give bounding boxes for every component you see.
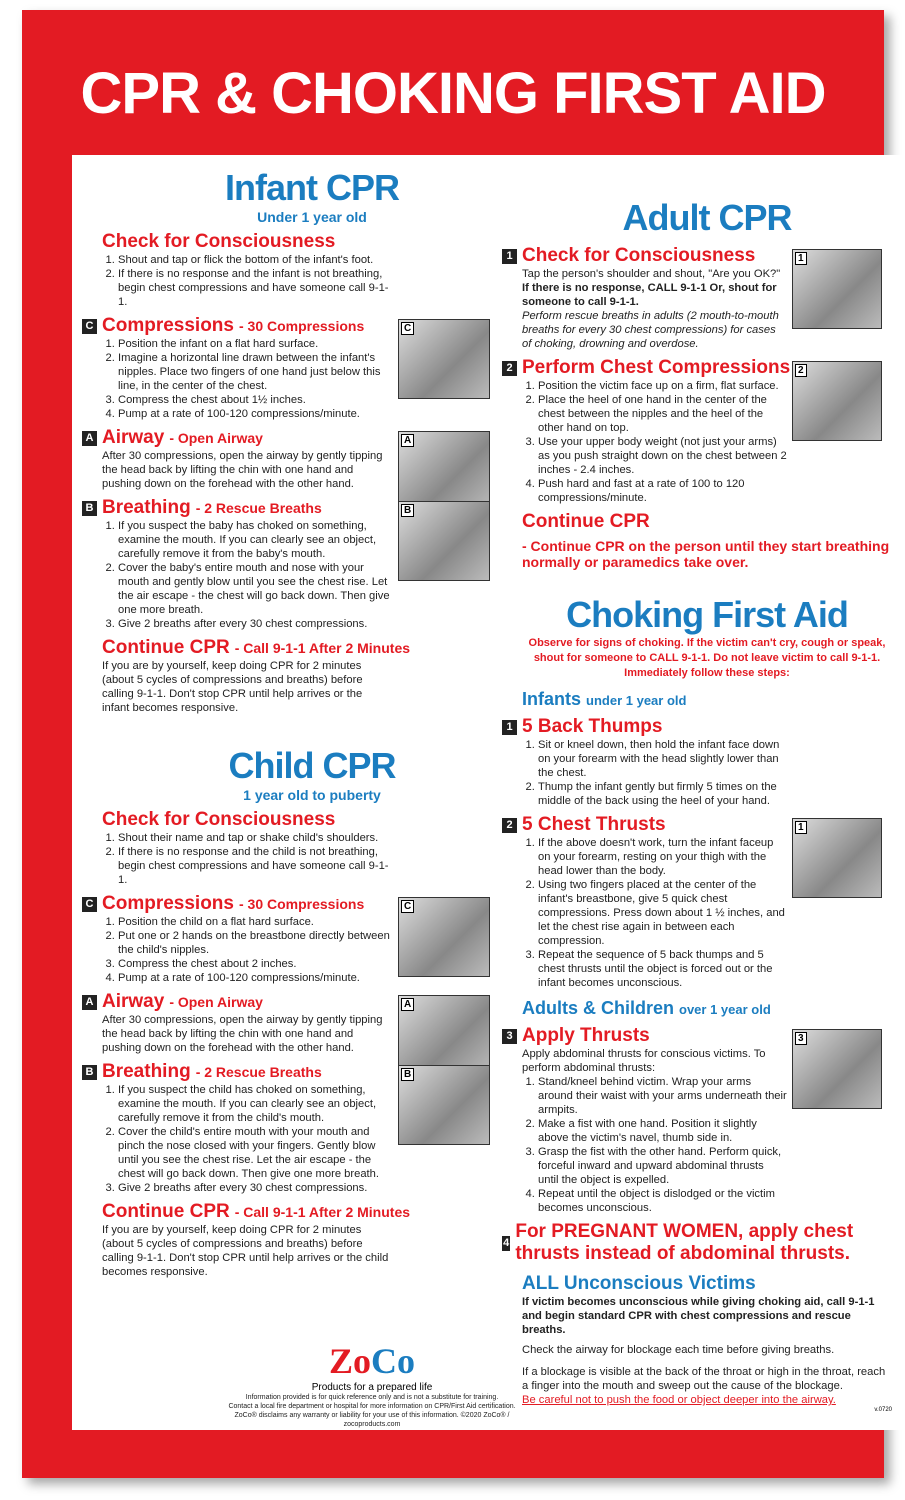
step-item: 2. If there is no response and the child is not breathing, begin chest compressions and have someone call 9-1-1. [118,845,392,887]
disclaimer-2: Contact a local fire department or hospital for more information on CPR/First Aid certification. [228,1403,516,1410]
section-body [102,659,392,715]
step-item: 1. Position the infant on a flat hard surface. [118,337,392,351]
step-list [522,836,787,990]
heading-sub: - Open Airway [169,994,263,1010]
section-body [102,337,392,421]
section-text: After 30 compressions, open the airway by gently tipping the head back by lifting the chin with one hand and pushing down on the forehead with the other hand. [102,1014,383,1054]
adult-sections [506,245,892,570]
footer [212,1340,532,1429]
step-item: 2. Make a fist with one hand. Position it slightly above the victim's navel, thumb side in. [538,1117,787,1145]
illustration-label: C [401,322,414,335]
illustration-label: 3 [795,1032,807,1045]
adults-sub: over 1 year old [679,1002,771,1017]
step-item: 3. Compress the chest about 2 inches. [118,957,392,971]
section-heading [102,637,522,659]
step-item: 1. Position the child on a flat hard surface. [118,915,392,929]
section [85,991,522,1055]
content-panel [72,155,904,1430]
section-body [102,1013,392,1055]
illustration-image [792,1029,882,1109]
section-heading [522,511,892,570]
infant-cpr-subtitle: Under 1 year old [257,209,367,225]
child-cpr-subtitle: 1 year old to puberty [243,787,381,803]
poster-title: CPR & CHOKING FIRST AID [80,61,826,126]
step-list [102,1083,392,1195]
step-list [102,253,392,309]
zoco-logo: ZoCo [328,1341,415,1381]
section-body [522,1047,787,1215]
step-item: 1. Position the victim face up on a firm, flat surface. [538,379,787,393]
section-body [102,253,392,309]
step-badge: 2 [502,361,517,376]
step-item: 4. Repeat until the object is dislodged or the victim becomes unconscious. [538,1187,787,1215]
disclaimer-1: Information provided is for quick reference only and is not a substitute for training. [245,1394,499,1401]
step-item: 1. If you suspect the baby has choked on something, examine the mouth. If you can clearly see an object, carefully remove it from the baby's mouth. [118,519,392,561]
section-heading [102,231,522,253]
section-text: If you are by yourself, keep doing CPR for 2 minutes (about 5 cycles of compressions and breaths) before calling 9-1-1. Don't stop CPR until help arrives or the infant becomes responsive. [102,660,363,714]
section [85,315,522,421]
step-badge: 1 [502,249,517,264]
illustration-image [398,1065,490,1145]
step-list [522,379,787,505]
section [506,357,892,505]
heading-text: Check for Consciousness [102,809,336,830]
section-text: Apply abdominal thrusts for conscious victims. To perform abdominal thrusts: [522,1048,766,1074]
step-item: 2. Imagine a horizontal line drawn between the infant's nipples. Place two fingers of one hand just below this line, in the center of the chest. [118,351,392,393]
step-item: 1. Shout their name and tap or shake child's shoulders. [118,831,392,845]
step-item: 3. Give 2 breaths after every 30 chest compressions. [118,1181,392,1195]
illustration-label: C [401,900,414,913]
section-body [522,738,787,808]
illustration-label: B [401,504,414,517]
section [506,716,892,808]
heading-text: Breathing [102,1061,191,1082]
step-list [102,831,392,887]
illustration-label: A [401,434,414,447]
heading-text: For PREGNANT WOMEN, apply chest thrusts instead of abdominal thrusts. [515,1221,854,1264]
infant-sections [85,231,522,715]
step-item: 1. If you suspect the child has choked on something, examine the mouth. If you can clearly see an object, carefully remove it from the child's mouth. [118,1083,392,1125]
illustration-image [792,361,882,441]
disclaimer-3: ZoCo® disclaims any warranty or liability for your use of this information. ©2020 ZoCo® / zocoproducts.com [234,1412,510,1428]
step-item: 2. Place the heel of one hand in the center of the chest between the nipples and the heel of the other hand on top. [538,393,787,435]
heading-text: Check for Consciousness [522,245,756,266]
section [102,1201,522,1279]
unconscious-bold: If victim becomes unconscious while giving choking aid, call 9-1-1 and begin standard CPR with chest compressions and rescue breaths. [522,1296,875,1336]
unconscious-p2: If a blockage is visible at the back of the throat or high in the throat, reach a finger into the mouth and sweep out the cause of the blockage. [522,1366,886,1392]
step-item: 3. Give 2 breaths after every 30 chest compressions. [118,617,392,631]
section [102,231,522,309]
step-badge: A [82,431,97,446]
step-item: 2. Cover the child's entire mouth with your mouth and pinch the nose closed with your fingers. Gently blow until you see the chest rise. Let the air escape - the chest will go back down. Then give one more breath. [118,1125,392,1181]
step-badge: B [82,501,97,516]
step-item: 3. Compress the chest about 1½ inches. [118,393,392,407]
heading-text: Breathing [102,497,191,518]
illustration-image [792,818,882,898]
step-item: 4. Pump at a rate of 100-120 compressions/minute. [118,971,392,985]
section [85,497,522,631]
section-text: Tap the person's shoulder and shout, "Are you OK?" [522,268,781,280]
right-column [503,167,892,1413]
section-heading [102,809,522,831]
heading-sub: - 2 Rescue Breaths [195,500,322,516]
section-bold-text: If there is no response, CALL 9-1-1 Or, shout for someone to call 9-1-1. [522,282,777,308]
section-body [102,449,392,491]
section-body [102,1083,392,1195]
step-item: 1. If the above doesn't work, turn the infant faceup on your forearm, resting on your thigh with the head lower than the body. [538,836,787,878]
step-badge: 4 [503,1237,510,1249]
illustration-image [792,249,882,329]
section [506,245,892,351]
choking-title: Choking First Aid [566,594,848,635]
choking-infant-sections [506,716,892,990]
step-badge: C [82,319,97,334]
heading-sub: - Call 9-1-1 After 2 Minutes [234,1204,411,1220]
section [506,1025,892,1215]
heading-sub: - Call 9-1-1 After 2 Minutes [234,640,411,656]
step-item: 1. Sit or kneel down, then hold the infant face down on your forearm with the head slightly lower than the chest. [538,738,787,780]
step-list [102,519,392,631]
heading-text: Continue CPR [102,637,230,658]
choking-adult-sections [503,1025,892,1265]
section [503,1221,892,1265]
illustration-label: B [401,1068,414,1081]
step-badge: B [82,1065,97,1080]
illustration-label: 2 [795,364,807,377]
section-body [102,915,392,985]
tagline: Products for a prepared life [311,1382,433,1393]
section-text: If you are by yourself, keep doing CPR for 2 minutes (about 5 cycles of compressions and breaths) before calling 9-1-1. Don't stop CPR until help arrives or the child becomes responsive. [102,1224,389,1278]
step-list [102,337,392,421]
unconscious-warning: Be careful not to push the food or object deeper into the airway. [522,1394,836,1406]
choking-intro: Observe for signs of choking. If the victim can't cry, cough or speak, shout for someone to CALL 9-1-1. Do not leave victim to call 9-1-1. Immediately follow these steps: [528,637,886,679]
child-cpr-title: Child CPR [228,745,396,786]
heading-text: Compressions [102,893,234,914]
step-item: 1. Stand/kneel behind victim. Wrap your arms around their waist with your arms underneath their armpits. [538,1075,787,1117]
section-body [102,519,392,631]
heading-sub: - Open Airway [169,430,263,446]
heading-text: Airway [102,427,165,448]
heading-text: Continue CPR [102,1201,230,1222]
section-note: Perform rescue breaths in adults (2 mouth-to-mouth breaths for every 30 chest compressions) for cases of choking, drowning and overdose. [522,310,779,350]
section-heading [503,1221,892,1265]
step-badge: C [82,897,97,912]
heading-text: Apply Thrusts [522,1025,650,1046]
infants-sub: under 1 year old [586,693,687,708]
adult-cpr-title: Adult CPR [622,197,792,238]
step-item: 3. Repeat the sequence of 5 back thumps and 5 chest thrusts until the object is forced out or the infant becomes unconscious. [538,948,787,990]
heading-text: Perform Chest Compressions [522,357,791,378]
step-list [522,738,787,808]
illustration-label: 1 [795,252,807,265]
heading-text: Continue CPR [522,511,650,532]
illustration-image [398,501,490,581]
step-item: 2. Thump the infant gently but firmly 5 times on the middle of the back using the heel of your hand. [538,780,787,808]
version: v.0720 [874,1407,892,1413]
illustration-image [398,319,490,399]
heading-text: Check for Consciousness [102,231,336,252]
step-list [522,1075,787,1215]
unconscious-p1: Check the airway for blockage each time before giving breaths. [522,1344,835,1356]
infant-cpr-title: Infant CPR [225,167,399,208]
section-heading [506,716,892,738]
section-text: After 30 compressions, open the airway by gently tipping the head back by lifting the chin with one hand and pushing down on the forehead with the other hand. [102,450,383,490]
step-item: 2. Using two fingers placed at the center of the infant's breastbone, give 5 quick chest compressions. Press down about 1 ½ inches, and let the chest rise again in between each compression. [538,878,787,948]
heading-sub: - 2 Rescue Breaths [195,1064,322,1080]
section-body [102,831,392,887]
illustration-label: 1 [795,821,807,834]
child-sections [85,809,522,1279]
section [85,1061,522,1195]
illustration-image [398,897,490,977]
step-badge: 1 [502,720,517,735]
section-body [522,836,787,990]
step-item: 3. Grasp the fist with the other hand. Perform quick, forceful inward and upward abdominal thrusts until the object is expelled. [538,1145,787,1187]
step-item: 4. Push hard and fast at a rate of 100 to 120 compressions/minute. [538,477,787,505]
heading-text: 5 Chest Thrusts [522,814,666,835]
left-column [85,167,522,1279]
section [506,814,892,990]
heading-sub: - Continue CPR on the person until they start breathing normally or paramedics take over. [522,538,890,570]
section-heading [102,1201,522,1223]
infants-heading [522,689,892,710]
unconscious-title: ALL Unconscious Victims [522,1273,756,1294]
heading-sub: - 30 Compressions [238,318,365,334]
step-item: 4. Pump at a rate of 100-120 compressions/minute. [118,407,392,421]
adults-heading [522,998,892,1019]
section [522,511,892,570]
step-item: 1. Shout and tap or flick the bottom of the infant's foot. [118,253,392,267]
step-item: 2. Cover the baby's entire mouth and nose with your mouth and gently blow until you see the chest rise. Let the air escape - the chest will go back down. Then give one more breath. [118,561,392,617]
section [102,637,522,715]
step-badge: 3 [502,1029,517,1044]
section-body [102,1223,392,1279]
heading-text: 5 Back Thumps [522,716,663,737]
illustration-label: A [401,998,414,1011]
section [85,893,522,985]
step-list [102,915,392,985]
step-badge: A [82,995,97,1010]
heading-sub: - 30 Compressions [238,896,365,912]
heading-text: Compressions [102,315,234,336]
section-body [522,379,787,505]
section [85,427,522,491]
step-item: 2. Put one or 2 hands on the breastbone directly between the child's nipples. [118,929,392,957]
poster [22,10,892,1478]
section-body [522,267,787,351]
step-badge: 2 [502,818,517,833]
infants-label: Infants [522,689,582,709]
heading-text: Airway [102,991,165,1012]
adults-label: Adults & Children [522,998,674,1018]
step-item: 2. If there is no response and the infant is not breathing, begin chest compressions and have someone call 9-1-1. [118,267,392,309]
step-item: 3. Use your upper body weight (not just your arms) as you push straight down on the chest between 2 inches - 2.4 inches. [538,435,787,477]
section [102,809,522,887]
